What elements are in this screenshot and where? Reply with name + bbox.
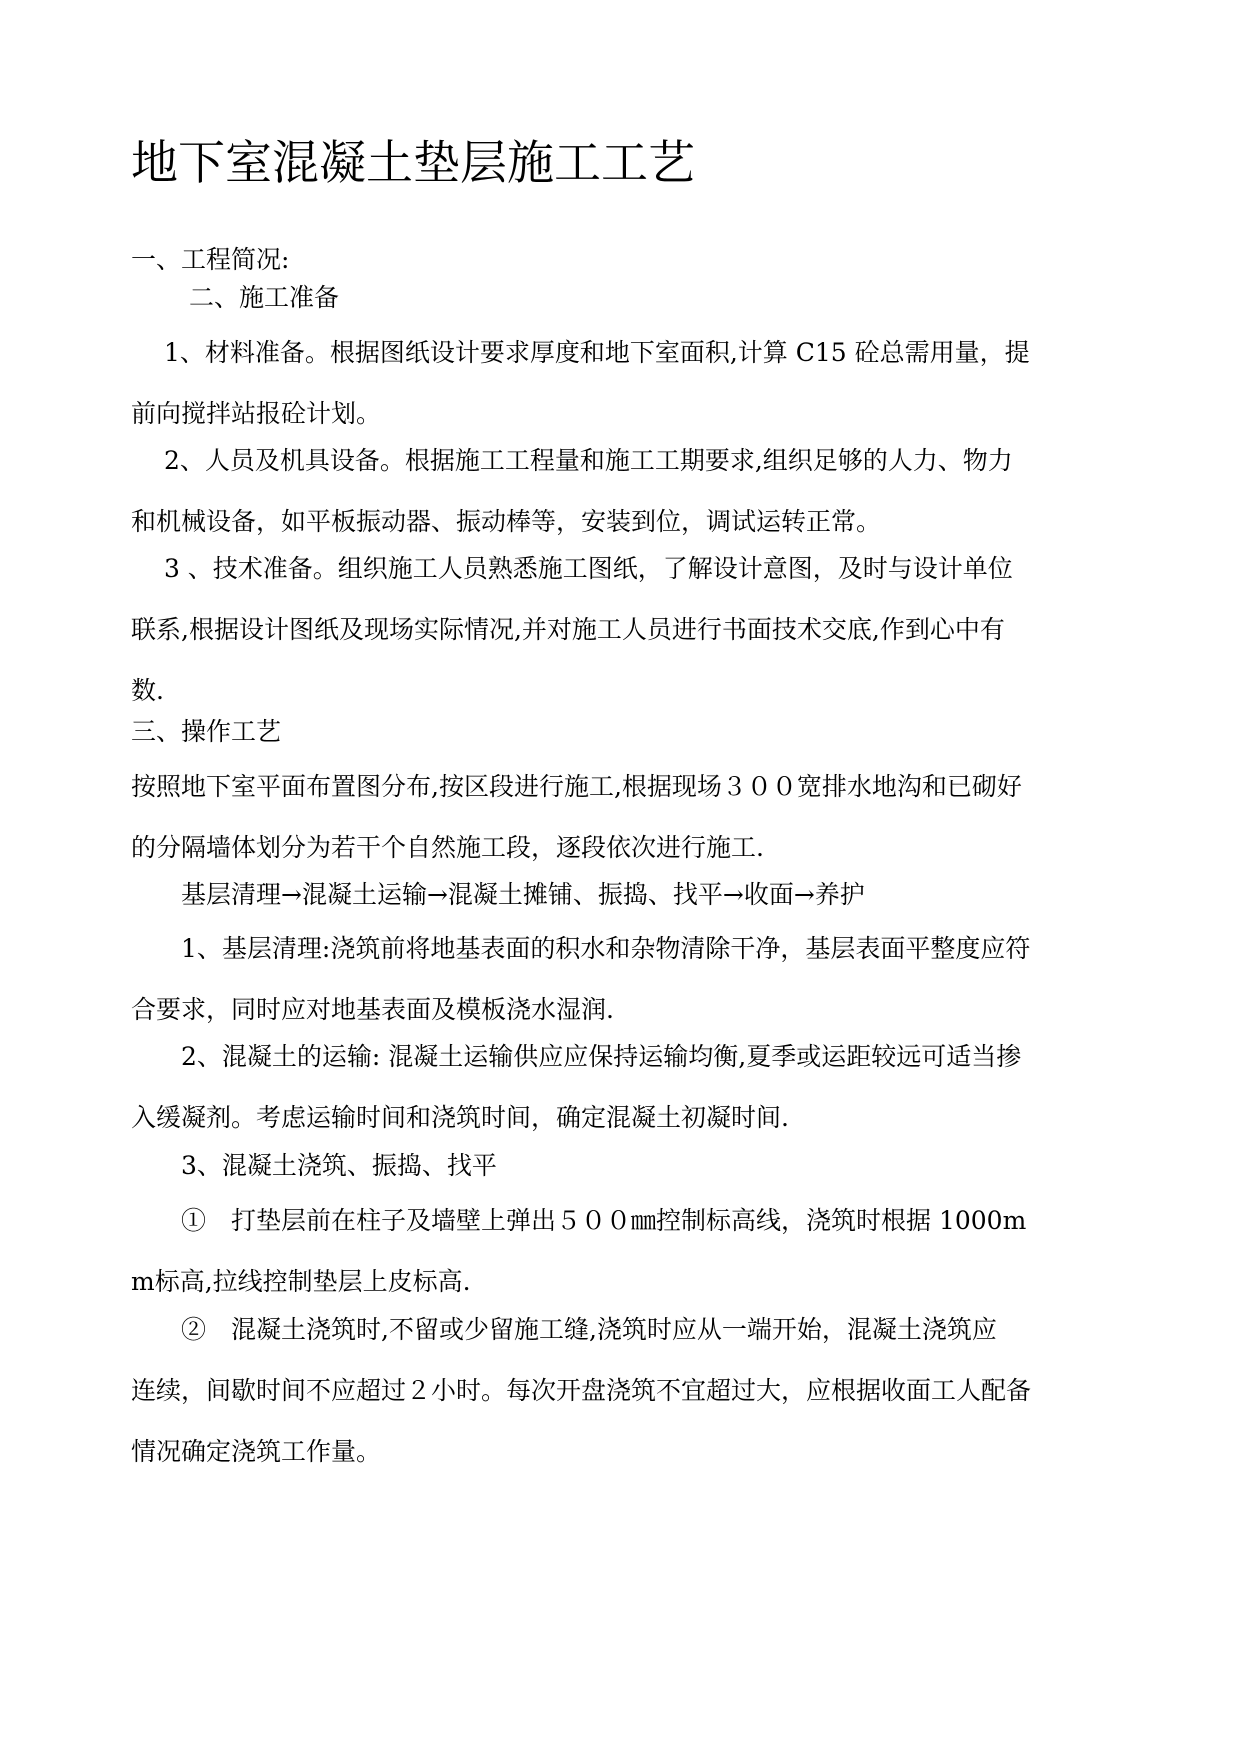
text-line: 2、混凝土的运输: 混凝土运输供应应保持运输均衡,夏季或运距较远可适当掺 xyxy=(131,1042,1022,1071)
text-line: 2、人员及机具设备。根据施工工程量和施工工期要求,组织足够的人力、物力 xyxy=(131,446,1013,475)
text-line: 入缓凝剂。考虑运输时间和浇筑时间，确定混凝土初凝时间. xyxy=(131,1103,789,1132)
paragraph-elevation-control xyxy=(131,1190,1111,1312)
text-line: 3、混凝土浇筑、振捣、找平 xyxy=(131,1151,497,1180)
text-line: 连续，间歇时间不应超过２小时。每次开盘浇筑不宜超过大，应根据收面工人配备 xyxy=(131,1376,1032,1405)
text-line: 一、工程简况: xyxy=(131,245,290,274)
text-line: 和机械设备，如平板振动器、振动棒等，安装到位，调试运转正常。 xyxy=(131,507,882,536)
paragraph-material-preparation xyxy=(131,322,1111,444)
paragraph-pouring-heading xyxy=(131,1135,1111,1196)
text-line: 合要求，同时应对地基表面及模板浇水湿润. xyxy=(131,995,614,1024)
text-line: 的分隔墙体划分为若干个自然施工段，逐段依次进行施工. xyxy=(131,833,764,862)
text-line: ② 混凝土浇筑时,不留或少留施工缝,浇筑时应从一端开始，混凝土浇筑应 xyxy=(131,1315,997,1344)
text-line: 情况确定浇筑工作量。 xyxy=(131,1437,382,1466)
section-heading-operation-process xyxy=(131,701,1111,762)
text-line: 三、操作工艺 xyxy=(131,717,282,746)
paragraph-technical-preparation xyxy=(131,538,1111,721)
paragraph-concrete-transport xyxy=(131,1026,1111,1148)
paragraph-personnel-equipment xyxy=(131,430,1111,552)
text-line: 基层清理→混凝土运输→混凝土摊铺、振捣、找平→收面→养护 xyxy=(131,880,865,909)
document-title: 地下室混凝土垫层施工工艺 xyxy=(131,136,695,191)
paragraph-base-cleaning xyxy=(131,918,1111,1040)
text-line: 1、材料准备。根据图纸设计要求厚度和地下室面积,计算 C15 砼总需用量，提 xyxy=(131,338,1030,367)
text-line: ① 打垫层前在柱子及墙壁上弹出５００㎜控制标高线，浇筑时根据 1000m xyxy=(131,1206,1027,1235)
process-flow-line xyxy=(131,864,1111,925)
text-line: 联系,根据设计图纸及现场实际情况,并对施工人员进行书面技术交底,作到心中有 xyxy=(131,615,1005,644)
text-line: 二、施工准备 xyxy=(131,283,339,312)
text-line: 数. xyxy=(131,676,164,705)
paragraph-continuous-pouring xyxy=(131,1299,1111,1482)
paragraph-construction-sections xyxy=(131,756,1111,878)
text-line: 1、基层清理:浇筑前将地基表面的积水和杂物清除干净，基层表面平整度应符 xyxy=(131,934,1031,963)
text-line: m标高,拉线控制垫层上皮标高. xyxy=(131,1267,471,1296)
section-heading-construction-preparation xyxy=(131,267,1111,328)
text-line: 前向搅拌站报砼计划。 xyxy=(131,399,382,428)
text-line: 3 、技术准备。组织施工人员熟悉施工图纸，了解设计意图，及时与设计单位 xyxy=(131,554,1013,583)
text-line: 按照地下室平面布置图分布,按区段进行施工,根据现场３００宽排水地沟和已砌好 xyxy=(131,772,1022,801)
